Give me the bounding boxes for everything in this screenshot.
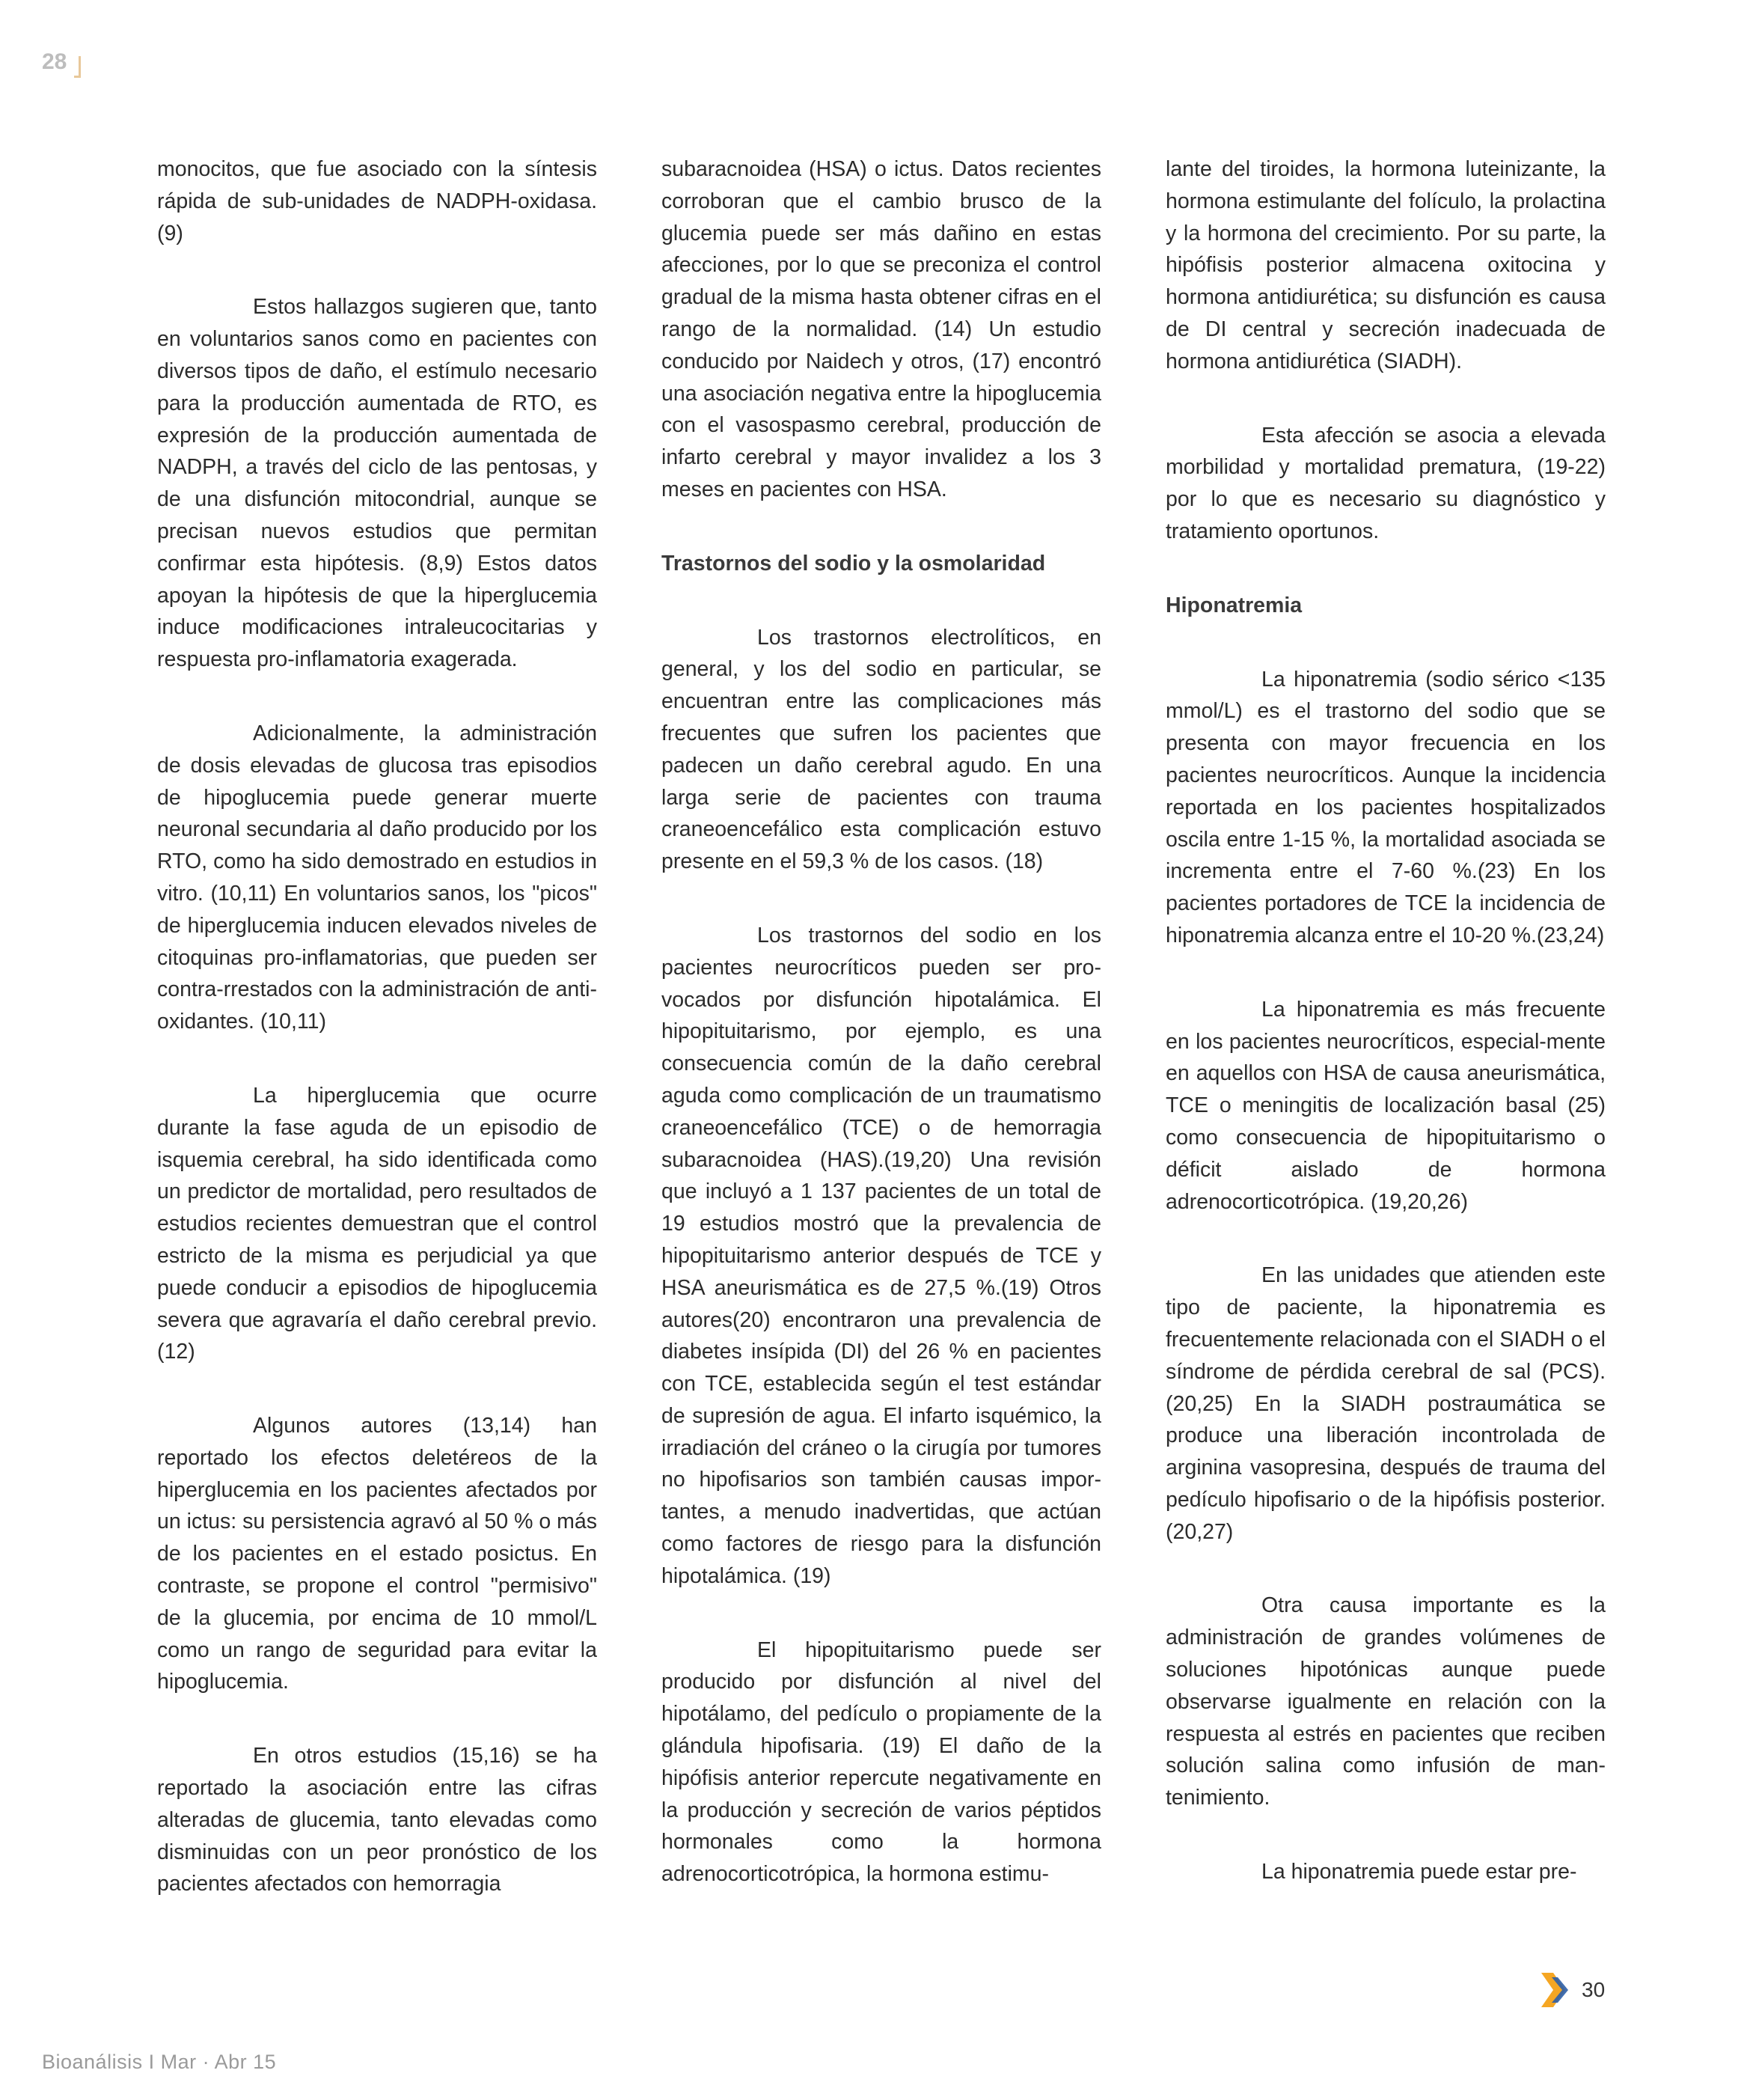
paragraph: Algunos autores (13,14) han reportado los efectos deletéreos de la hiperglucemia en los pacientes afectados por un ictus: su persistencia agravó al 50 % o más de los pacientes en el estado posictus. En contraste, se propone el control "permisivo" de la glucemia, por encima de 10 mmol/L como un rango de seguridad para evitar la hipoglucemia. (157, 1414, 597, 1694)
paragraph: La hiponatremia puede estar pre- (1261, 1860, 1577, 1884)
paragraph: El hipopituitarismo puede ser producido por disfunción al nivel del hipotálamo, del pedículo o propiamente de la glándula hipofisaria. (19) El daño de la hipófisis anterior repercute negativamente en la producción y secreción de varios péptidos hormonales como la hormona adrenocorticotrópica, la hormona estimu- (661, 1637, 1101, 1887)
section-heading: Trastornos del sodio y la osmolaridad (661, 551, 1046, 576)
paragraph: Los trastornos electrolíticos, en general, y los del sodio en particular, se encuentran entre las complicaciones más frecuentes que sufren los pacientes que padecen un daño cerebral agudo. En una larga serie de pacientes con trauma craneoencefálico esta complicación estuvo presente en el 59,3 % de los casos. (18) (661, 625, 1101, 874)
paragraph: Los trastornos del sodio en los pacientes neurocríticos pueden ser pro-vocados por disfunción hipotalámica. El hipopituitarismo, por ejemplo, es una consecuencia común de la daño cerebral aguda como complicación de un traumatismo craneoencefálico (TCE) o de hemorragia subaracnoidea (HAS).(19,20) Una revisión que incluyó a 1 137 pacientes de un total de 19 estudios mostró que la prevalencia de hipopituitarismo anterior después de TCE y HSA aneurismática es de 27,5 %.(19) Otros autores(20) encontraron una prevalencia de diabetes insípida (DI) del 26 % en pacientes con TCE, establecida según el test estándar de supresión de agua. El infarto isquémico, la irradiación del cráneo o la cirugía por tumores no hipofisarios son también causas impor-tantes, a menudo inadvertidas, que actúan como factores de riesgo para la disfunción hipotalámica. (19) (661, 923, 1101, 1588)
continuation-page-number[interactable]: 30 (1582, 1978, 1606, 2001)
paragraph: La hiponatremia (sodio sérico <135 mmol/L) es el trastorno del sodio que se presenta con mayor frecuencia en los pacientes neurocríticos. Aunque la incidencia reportada en los pacientes hospitalizados oscila entre 1-15 %, la mortalidad asociada se incrementa entre el 7-60 %.(23) En los pacientes portadores de TCE la incidencia de hiponatremia alcanza entre el 10-20 %.(23,24) (1166, 667, 1606, 947)
section-heading: Hiponatremia (1166, 593, 1303, 617)
paragraph: La hiponatremia es más frecuente en los pacientes neurocríticos, especial-mente en aquellos con HSA de causa aneurismática, TCE o meningitis de localización basal (25) como consecuencia de hipopituitarismo o déficit aislado de hormona adrenocorticotrópica. (19,20,26) (1166, 997, 1606, 1214)
footer-publication: Bioanálisis I Mar · Abr 15 (42, 2051, 277, 2073)
article-column-1 (157, 153, 597, 1942)
paragraph: Esta afección se asocia a elevada morbilidad y mortalidad prematura, (19-22) por lo que es necesario su diagnóstico y tratamiento oportunos. (1166, 423, 1606, 543)
paragraph: En las unidades que atienden este tipo de paciente, la hiponatremia es frecuentemente relacionada con el SIADH o el síndrome de pérdida cerebral de sal (PCS). (20,25) En la SIADH postraumática se produce una liberación incontrolada de arginina vasopresina, después de trauma del pedículo hipofisario o de la hipófisis posterior. (20,27) (1166, 1263, 1606, 1544)
paragraph: Otra causa importante es la administración de grandes volúmenes de soluciones hipotónicas aunque puede observarse igualmente en relación con la respuesta al estrés en pacientes que reciben solución salina como infusión de man-tenimiento. (1166, 1593, 1606, 1810)
paragraph: La hiperglucemia que ocurre durante la fase aguda de un episodio de isquemia cerebral, ha sido identificada como un predictor de mortalidad, pero resultados de estudios recientes demuestran que el control estricto de la misma es perjudicial ya que puede conducir a episodios de hipoglucemia severa que agravaría el daño cerebral previo. (12) (157, 1083, 597, 1364)
paragraph: monocitos, que fue asociado con la síntesis rápida de sub-unidades de NADPH-oxidasa. (9) (157, 157, 597, 245)
double-chevron-right-icon[interactable] (1540, 1971, 1574, 2009)
article-column-3 (1166, 153, 1606, 1930)
paragraph: lante del tiroides, la hormona luteinizante, la hormona estimulante del folículo, la prolactina y la hormona del crecimiento. Por su parte, la hipófisis posterior almacena oxitocina y hormona antidiurética; su disfunción es causa de DI central y secreción inadecuada de hormona antidiurética (SIADH). (1166, 157, 1606, 373)
article-column-2 (661, 153, 1101, 1932)
paragraph: En otros estudios (15,16) se ha reportado la asociación entre las cifras alteradas de glucemia, tanto elevadas como disminuidas con un peor pronóstico de los pacientes afectados con hemorragia (157, 1744, 597, 1896)
paragraph: Adicionalmente, la administración de dosis elevadas de glucosa tras episodios de hipoglucemia puede generar muerte neuronal secundaria al daño producido por los RTO, como ha sido demostrado en estudios in vitro. (10,11) En voluntarios sanos, los "picos" de hiperglucemia inducen elevados niveles de citoquinas pro-inflamatorias, que pueden ser contra-rrestados con la administración de anti-oxidantes. (10,11) (157, 721, 597, 1034)
paragraph: Estos hallazgos sugieren que, tanto en voluntarios sanos como en pacientes con diversos tipos de daño, el estímulo necesario para la producción aumentada de RTO, es expresión de la producción aumentada de NADPH, a través del ciclo de las pentosas, y de una disfunción mitocondrial, aunque se precisan nuevos estudios que permitan confirmar esta hipótesis. (8,9) Estos datos apoyan la hipótesis de que la hiperglucemia induce modificaciones intraleucocitarias y respuesta pro-inflamatoria exagerada. (157, 295, 597, 672)
page-number-top: 28 (42, 46, 81, 78)
paragraph: subaracnoidea (HSA) o ictus. Datos recientes corroboran que el cambio brusco de la glucemia puede ser más dañino en estas afecciones, por lo que se preconiza el control gradual de la misma hasta obtener cifras en el rango de la normalidad. (14) Un estudio conducido por Naidech y otros, (17) encontró una asociación negativa entre la hipoglucemia con el vasospasmo cerebral, producción de infarto cerebral y mayor invalidez a los 3 meses en pacientes con HSA. (661, 157, 1101, 501)
